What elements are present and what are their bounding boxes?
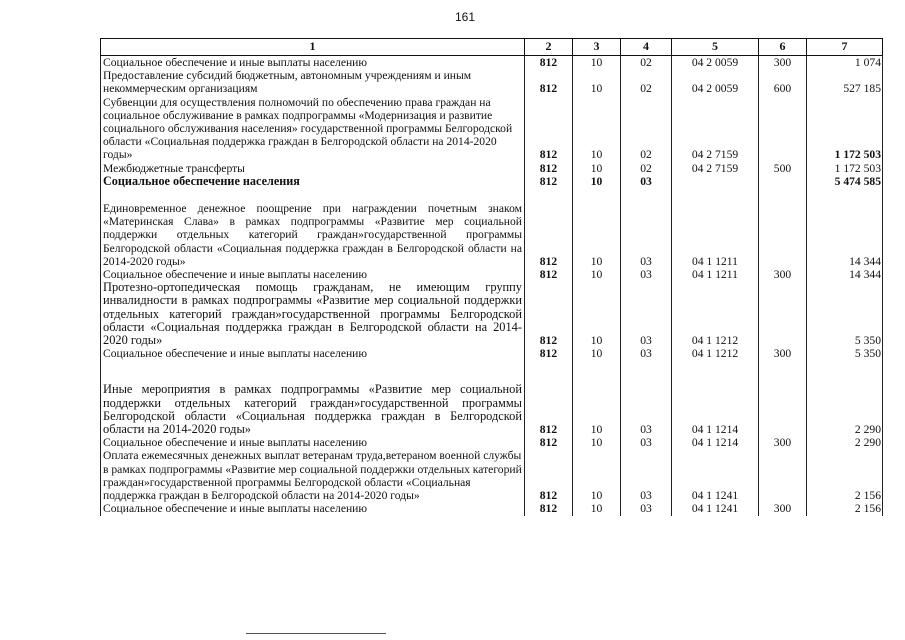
table-row — [101, 69, 883, 95]
row-section-code: 10 — [573, 175, 621, 188]
budget-table — [100, 38, 883, 516]
row-ministry-code: 812 — [525, 188, 573, 268]
row-target-article: 04 2 0059 — [672, 69, 759, 95]
row-subsection-code: 03 — [621, 175, 672, 188]
row-ministry-code: 812 — [525, 436, 573, 449]
row-section-code: 10 — [573, 347, 621, 360]
row-ministry-code: 812 — [525, 175, 573, 188]
row-amount: 1 172 503 — [807, 96, 883, 162]
row-section-code: 10 — [573, 162, 621, 175]
row-description: Социальное обеспечение населения — [101, 175, 525, 188]
row-section-code: 10 — [573, 502, 621, 515]
row-amount: 5 474 585 — [807, 175, 883, 188]
row-subsection-code: 03 — [621, 502, 672, 515]
row-description: Оплата ежемесячных денежных выплат ветеранам труда,ветераном военной службы в рамках подпрограммы «Развитие мер социальной поддержки отдельных категорий граждан»государственной программы Белгородской области «Социальная поддержка граждан в Белгородской области на 2014-2020 годы» — [101, 449, 525, 502]
row-target-article: 04 2 0059 — [672, 56, 759, 70]
column-header-4: 4 — [621, 39, 672, 56]
row-subsection-code: 02 — [621, 56, 672, 70]
row-ministry-code: 812 — [525, 268, 573, 281]
row-expense-type — [759, 175, 807, 188]
table-body — [101, 56, 883, 516]
table-row — [101, 281, 883, 347]
row-subsection-code: 02 — [621, 162, 672, 175]
row-description: Социальное обеспечение и иные выплаты населению — [101, 436, 525, 449]
table-row — [101, 96, 883, 162]
column-header-2: 2 — [525, 39, 573, 56]
row-ministry-code: 812 — [525, 449, 573, 502]
row-description: Социальное обеспечение и иные выплаты населению — [101, 268, 525, 281]
row-amount: 2 290 — [807, 360, 883, 436]
row-target-article: 04 1 1241 — [672, 502, 759, 515]
row-target-article: 04 1 1211 — [672, 268, 759, 281]
column-header-7: 7 — [807, 39, 883, 56]
row-amount: 1 074 — [807, 56, 883, 70]
table-row — [101, 56, 883, 70]
row-section-code: 10 — [573, 268, 621, 281]
row-ministry-code: 812 — [525, 281, 573, 347]
row-description: Социальное обеспечение и иные выплаты населению — [101, 56, 525, 70]
row-amount: 14 344 — [807, 188, 883, 268]
row-section-code: 10 — [573, 281, 621, 347]
table-row — [101, 502, 883, 515]
row-expense-type: 600 — [759, 69, 807, 95]
row-target-article: 04 1 1214 — [672, 360, 759, 436]
row-expense-type: 300 — [759, 502, 807, 515]
row-expense-type — [759, 449, 807, 502]
row-ministry-code: 812 — [525, 56, 573, 70]
table-row — [101, 162, 883, 175]
table-row — [101, 360, 883, 436]
row-subsection-code: 03 — [621, 449, 672, 502]
row-subsection-code: 03 — [621, 268, 672, 281]
row-amount: 2 156 — [807, 502, 883, 515]
table-row — [101, 347, 883, 360]
table-row — [101, 175, 883, 188]
row-ministry-code: 812 — [525, 347, 573, 360]
row-target-article: 04 2 7159 — [672, 96, 759, 162]
row-target-article: 04 1 1214 — [672, 436, 759, 449]
row-expense-type — [759, 188, 807, 268]
bottom-scan-mark — [246, 633, 386, 636]
row-subsection-code: 03 — [621, 281, 672, 347]
column-header-6: 6 — [759, 39, 807, 56]
row-description: Социальное обеспечение и иные выплаты населению — [101, 347, 525, 360]
row-target-article: 04 1 1212 — [672, 347, 759, 360]
row-amount: 1 172 503 — [807, 162, 883, 175]
row-description: Предоставление субсидий бюджетным, автономным учреждениям и иным некоммерческим организациям — [101, 69, 525, 95]
row-expense-type — [759, 96, 807, 162]
row-expense-type: 300 — [759, 268, 807, 281]
row-amount: 5 350 — [807, 347, 883, 360]
row-section-code: 10 — [573, 69, 621, 95]
table-row — [101, 436, 883, 449]
row-amount: 14 344 — [807, 268, 883, 281]
row-description: Иные мероприятия в рамках подпрограммы «Развитие мер социальной поддержки отдельных категорий граждан»государственной программы Белгородской области «Социальная поддержка граждан в Белгородской области на 2014-2020 годы» — [101, 360, 525, 436]
row-section-code: 10 — [573, 96, 621, 162]
row-subsection-code: 03 — [621, 436, 672, 449]
row-section-code: 10 — [573, 188, 621, 268]
column-header-1: 1 — [101, 39, 525, 56]
row-subsection-code: 03 — [621, 188, 672, 268]
table-row — [101, 449, 883, 502]
row-ministry-code: 812 — [525, 96, 573, 162]
table-row — [101, 188, 883, 268]
row-target-article: 04 1 1211 — [672, 188, 759, 268]
row-amount: 527 185 — [807, 69, 883, 95]
row-subsection-code: 03 — [621, 360, 672, 436]
row-target-article: 04 1 1212 — [672, 281, 759, 347]
row-expense-type: 300 — [759, 347, 807, 360]
row-expense-type: 500 — [759, 162, 807, 175]
row-target-article — [672, 175, 759, 188]
table-header-row — [101, 39, 883, 56]
row-amount: 2 156 — [807, 449, 883, 502]
row-target-article: 04 1 1241 — [672, 449, 759, 502]
column-header-3: 3 — [573, 39, 621, 56]
row-section-code: 10 — [573, 449, 621, 502]
row-ministry-code: 812 — [525, 360, 573, 436]
row-subsection-code: 02 — [621, 69, 672, 95]
row-expense-type: 300 — [759, 436, 807, 449]
row-section-code: 10 — [573, 56, 621, 70]
row-target-article: 04 2 7159 — [672, 162, 759, 175]
row-ministry-code: 812 — [525, 69, 573, 95]
row-description: Субвенции для осуществления полномочий по обеспечению права граждан на социальное обслуживание в рамках подпрограммы «Модернизация и развитие социального обслуживания населения» государственной программы Белгородской области «Социальная поддержка граждан в Белгородской области на 2014-2020 годы» — [101, 96, 525, 162]
row-expense-type — [759, 281, 807, 347]
row-description: Единовременное денежное поощрение при награждении почетным знаком «Материнская Слава» в рамках подпрограммы «Развитие мер социальной поддержки отдельных категорий граждан»государственной программы Белгородской области «Социальная поддержка граждан в Белгородской области на 2014-2020 годы» — [101, 188, 525, 268]
row-amount: 2 290 — [807, 436, 883, 449]
row-description: Межбюджетные трансферты — [101, 162, 525, 175]
row-expense-type: 300 — [759, 56, 807, 70]
row-section-code: 10 — [573, 436, 621, 449]
row-subsection-code: 02 — [621, 96, 672, 162]
row-description: Социальное обеспечение и иные выплаты населению — [101, 502, 525, 515]
page-number: 161 — [455, 10, 476, 24]
row-section-code: 10 — [573, 360, 621, 436]
column-header-5: 5 — [672, 39, 759, 56]
row-amount: 5 350 — [807, 281, 883, 347]
row-expense-type — [759, 360, 807, 436]
row-ministry-code: 812 — [525, 162, 573, 175]
row-ministry-code: 812 — [525, 502, 573, 515]
row-description: Протезно-ортопедическая помощь гражданам, не имеющим группу инвалидности в рамках подпрограммы «Развитие мер социальной поддержки отдельных категорий граждан»государственной программы Белгородской области «Социальная поддержка граждан в Белгородской области на 2014-2020 годы» — [101, 281, 525, 347]
row-subsection-code: 03 — [621, 347, 672, 360]
